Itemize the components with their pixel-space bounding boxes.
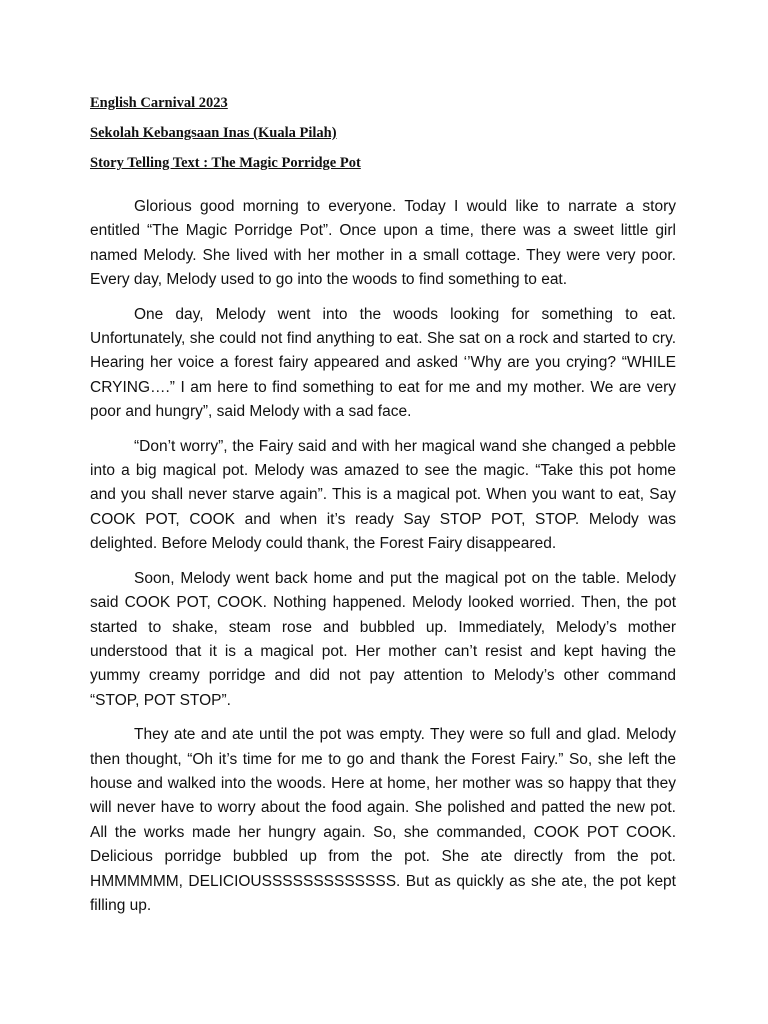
story-title: Story Telling Text : The Magic Porridge Pot [90, 155, 361, 171]
school-name: Sekolah Kebangsaan Inas (Kuala Pilah) [90, 125, 337, 141]
paragraph-3: “Don’t worry”, the Fairy said and with her magical wand she changed a pebble into a big magical pot. Melody was amazed to see the magic. “Take this pot home and you shall never starve again”. This is a magical pot. When you want to eat, Say COOK POT, COOK and when it’s ready Say STOP POT, STOP. Melody was delighted. Before Melody could thank, the Forest Fairy disappeared. [90, 437, 676, 553]
paragraph-5: They ate and ate until the pot was empty. They were so full and glad. Melody then thought, “Oh it’s time for me to go and thank the Forest Fairy.” So, she left the house and walked into the woods. Here at home, her mother was so happy that they will never have to worry about the food again. She polished and patted the new pot. All the works made her hungry again. So, she commanded, COOK POT COOK. Delicious porridge bubbled up from the pot. She ate directly from the pot. HMMMMMM, DELICIOUSSSSSSSSSSSSS. But as quickly as she ate, the pot kept filling up. [90, 726, 676, 914]
story-body [90, 195, 676, 928]
document-header [90, 92, 690, 182]
paragraph-4: Soon, Melody went back home and put the magical pot on the table. Melody said COOK POT, COOK. Nothing happened. Melody looked worried. Then, the pot started to shake, steam rose and bubbled up. Immediately, Melody’s mother understood that it is a magical pot. Her mother can’t resist and kept having the yummy creamy porridge and did not pay attention to Melody’s other command “STOP, POT STOP”. [90, 569, 676, 709]
event-title: English Carnival 2023 [90, 95, 228, 111]
paragraph-2: One day, Melody went into the woods looking for something to eat. Unfortunately, she could not find anything to eat. She sat on a rock and started to cry. Hearing her voice a forest fairy appeared and asked ‘’Why are you crying? “WHILE CRYING….” I am here to find something to eat for me and my mother. We are very poor and hungry”, said Melody with a sad face. [90, 305, 676, 421]
paragraph-1: Glorious good morning to everyone. Today I would like to narrate a story entitled “The Magic Porridge Pot”. Once upon a time, there was a sweet little girl named Melody. She lived with her mother in a small cottage. They were very poor. Every day, Melody used to go into the woods to find something to eat. [90, 198, 676, 289]
